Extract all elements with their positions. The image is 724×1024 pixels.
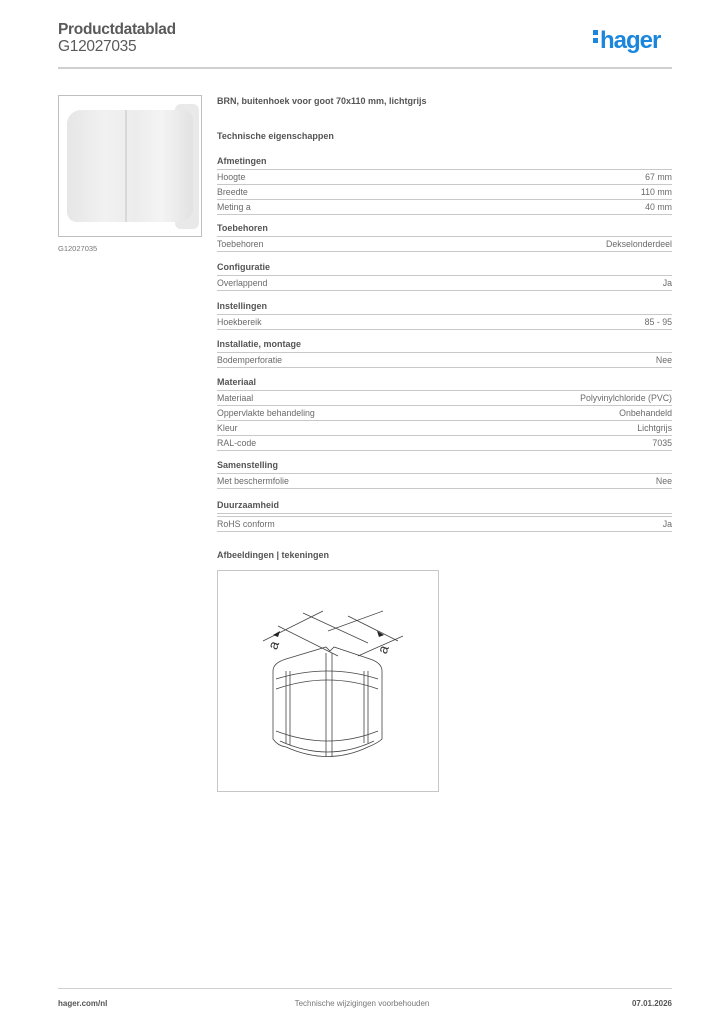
- property-row: [217, 516, 672, 532]
- property-value: 7035: [652, 438, 672, 448]
- corner-piece-drawing-icon: [218, 571, 438, 791]
- group-heading: Installatie, montage: [217, 338, 672, 353]
- group-samenstelling: [217, 459, 672, 489]
- logo-text: hager: [600, 27, 661, 54]
- product-photo-body: [67, 110, 193, 222]
- product-photo: [58, 95, 202, 237]
- property-row: [217, 406, 672, 421]
- header-divider: [58, 67, 672, 69]
- group-toebehoren: [217, 222, 672, 252]
- property-row: [217, 185, 672, 200]
- property-label: RoHS conform: [217, 519, 275, 529]
- property-value: Dekselonderdeel: [605, 239, 672, 249]
- dimension-label-left: a: [264, 638, 283, 652]
- property-row: [217, 436, 672, 451]
- dimension-label-right: a: [374, 643, 392, 656]
- group-heading: Instellingen: [217, 300, 672, 315]
- property-row: [217, 353, 672, 368]
- group-heading: Materiaal: [217, 376, 672, 391]
- product-photo-caption: G12027035: [58, 244, 98, 253]
- property-row: [217, 276, 672, 291]
- technical-properties-heading: Technische eigenschappen: [217, 131, 334, 141]
- property-row: [217, 315, 672, 330]
- group-heading: Toebehoren: [217, 222, 672, 237]
- footer-website-link[interactable]: hager.com/nl: [58, 999, 108, 1008]
- property-row: [217, 237, 672, 252]
- property-row: [217, 170, 672, 185]
- product-name: BRN, buitenhoek voor goot 70x110 mm, lichtgrijs: [217, 96, 427, 106]
- property-value: Onbehandeld: [619, 408, 672, 418]
- property-label: Bodemperforatie: [217, 355, 283, 365]
- property-row: [217, 200, 672, 215]
- property-label: Breedte: [217, 187, 248, 197]
- property-value: 67 mm: [645, 172, 672, 182]
- property-label: Overlappend: [217, 278, 268, 288]
- group-heading: Samenstelling: [217, 459, 672, 474]
- property-value: 85 - 95: [644, 317, 672, 327]
- product-photo-seam: [125, 110, 127, 222]
- property-label: Hoogte: [217, 172, 246, 182]
- property-label: Toebehoren: [217, 239, 264, 249]
- property-row: [217, 391, 672, 406]
- logo-colon-icon: [593, 27, 598, 46]
- property-row: [217, 474, 672, 489]
- property-row: [217, 421, 672, 436]
- property-label: RAL-code: [217, 438, 257, 448]
- footer-divider: [58, 988, 672, 989]
- property-label: Meting a: [217, 202, 251, 212]
- group-duurzaamheid: [217, 499, 672, 532]
- footer-disclaimer: Technische wijzigingen voorbehouden: [294, 999, 430, 1008]
- property-value: 110 mm: [640, 187, 672, 197]
- group-installatie-montage: [217, 338, 672, 368]
- group-materiaal: [217, 376, 672, 451]
- property-value: Nee: [655, 355, 672, 365]
- drawings-heading: Afbeeldingen | tekeningen: [217, 550, 330, 560]
- group-configuratie: [217, 261, 672, 291]
- group-afmetingen: [217, 155, 672, 215]
- footer-date: 07.01.2026: [631, 999, 672, 1008]
- group-heading: Afmetingen: [217, 155, 672, 170]
- property-value: 40 mm: [645, 202, 672, 212]
- hager-logo: [593, 27, 660, 55]
- product-code: G12027035: [58, 38, 137, 55]
- group-instellingen: [217, 300, 672, 330]
- property-label: Materiaal: [217, 393, 254, 403]
- property-label: Hoekbereik: [217, 317, 262, 327]
- document-title: Productdatablad: [58, 21, 176, 38]
- property-value: Polyvinylchloride (PVC): [580, 393, 672, 403]
- technical-drawing: [217, 570, 439, 792]
- property-value: Nee: [655, 476, 672, 486]
- property-value: Lichtgrijs: [637, 423, 672, 433]
- group-heading: Duurzaamheid: [217, 499, 672, 514]
- property-label: Oppervlakte behandeling: [217, 408, 315, 418]
- property-label: Kleur: [217, 423, 238, 433]
- property-label: Met beschermfolie: [217, 476, 289, 486]
- group-heading: Configuratie: [217, 261, 672, 276]
- property-value: Ja: [662, 519, 672, 529]
- property-value: Ja: [662, 278, 672, 288]
